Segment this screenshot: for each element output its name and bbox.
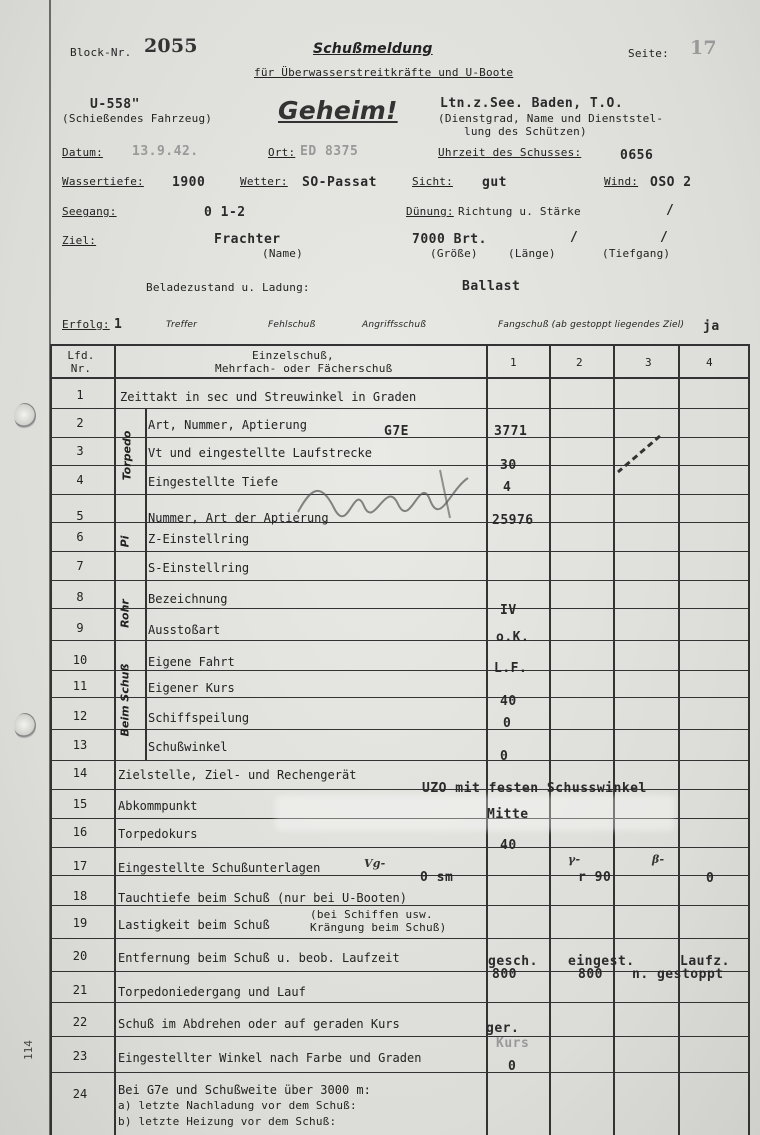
col-header-nr: Nr. bbox=[70, 362, 92, 375]
ziel-size-label: (Größe) bbox=[430, 247, 478, 260]
row-label: Zielstelle, Ziel- und Rechengerät bbox=[118, 768, 357, 782]
entry-r12-c1: 0 bbox=[503, 716, 512, 731]
form-title: Schußmeldung bbox=[313, 41, 433, 57]
stamp-smudge bbox=[275, 795, 675, 831]
entry-r2-c1: 3771 bbox=[494, 424, 528, 439]
datum-label: Datum: bbox=[62, 146, 103, 159]
entry-r18-c2: r 90 bbox=[578, 870, 612, 885]
row-label: Nummer, Art der Aptierung bbox=[148, 511, 329, 525]
row-label: Z-Einstellring bbox=[148, 532, 250, 546]
row-number: 15 bbox=[72, 797, 88, 811]
entry-r5-c1: 25976 bbox=[492, 513, 534, 528]
entry-r15-c1: Mitte bbox=[487, 807, 529, 822]
rank-label-1: (Dienstgrad, Name und Dienststel- bbox=[438, 112, 664, 125]
entry-r2-type: G7E bbox=[384, 424, 409, 439]
uhrzeit-value: 0656 bbox=[620, 148, 654, 163]
row-number: 17 bbox=[72, 859, 88, 873]
sicht-value: gut bbox=[482, 175, 507, 190]
row24-a: a) letzte Nachladung vor dem Schuß: bbox=[118, 1099, 357, 1112]
rank-label-2: lung des Schützen) bbox=[464, 125, 587, 138]
ort-label: Ort: bbox=[268, 146, 296, 159]
group-label-pi: Pi bbox=[118, 535, 132, 548]
wind-value: OSO 2 bbox=[650, 175, 692, 190]
entry-r10-c1: L.F. bbox=[494, 661, 528, 676]
row-label: Entfernung beim Schuß u. beob. Laufzeit bbox=[118, 951, 400, 965]
entry-r9-c1: o.K. bbox=[496, 630, 530, 645]
row-label: Eigener Kurs bbox=[148, 681, 235, 695]
entry-r20-c3: n. gestoppt bbox=[632, 967, 724, 982]
row-number: 20 bbox=[72, 949, 88, 963]
fangschuss-text: Fangschuß (ab gestoppt liegendes Ziel) bbox=[498, 320, 685, 330]
row-number: 2 bbox=[76, 416, 84, 430]
row-label: Eigene Fahrt bbox=[148, 655, 235, 669]
row-label: Eingestellte Schußunterlagen bbox=[118, 861, 321, 875]
row-number: 14 bbox=[72, 766, 88, 780]
row-number: 12 bbox=[72, 709, 88, 723]
fehlschuss-text: Fehlschuß bbox=[268, 320, 316, 330]
datum-value: 13.9.42. bbox=[132, 144, 199, 159]
row-label: Schußwinkel bbox=[148, 740, 228, 754]
duenung-value: / bbox=[666, 203, 675, 218]
row19-note-1: (bei Schiffen usw. bbox=[310, 908, 433, 921]
rank-value: Ltn.z.See. Baden, T.O. bbox=[440, 96, 624, 111]
row-label: Torpedokurs bbox=[118, 827, 198, 841]
angriffsschuss-text: Angriffsschuß bbox=[362, 320, 427, 330]
group-label-torpedo: Torpedo bbox=[120, 430, 134, 481]
row-label: Eingestellter Winkel nach Farbe und Graden bbox=[118, 1051, 422, 1065]
col-header-4: 4 bbox=[706, 356, 713, 369]
duenung-text: Richtung u. Stärke bbox=[458, 205, 581, 218]
row-number: 8 bbox=[76, 590, 84, 604]
treffer-text: Treffer bbox=[166, 320, 198, 330]
pen-stroke bbox=[610, 430, 670, 480]
entry-r17-beta: β- bbox=[652, 853, 665, 866]
entry-r16-c1: 40 bbox=[500, 838, 517, 853]
vessel-value: U-558" bbox=[90, 97, 140, 112]
entry-r11-c1: 40 bbox=[500, 694, 517, 709]
entry-r23-c1: 0 bbox=[508, 1059, 517, 1074]
entry-r13-c1: 0 bbox=[500, 749, 509, 764]
ziel-label: Ziel: bbox=[62, 234, 97, 247]
entry-r20-c3-head: Laufz. bbox=[680, 954, 730, 969]
ziel-name: Frachter bbox=[214, 232, 281, 247]
row19-note-2: Krängung beim Schuß) bbox=[310, 921, 447, 934]
col-header-2: 2 bbox=[576, 356, 583, 369]
entry-r18-c1: 0 sm bbox=[420, 870, 454, 885]
entry-r3-c1: 30 bbox=[500, 458, 517, 473]
row-number: 9 bbox=[76, 621, 84, 635]
row-number: 21 bbox=[72, 983, 88, 997]
classification-stamp: Geheim! bbox=[278, 96, 398, 125]
page-number: 17 bbox=[690, 37, 717, 59]
seegang-value: 0 1-2 bbox=[204, 205, 246, 220]
row-number: 24 bbox=[72, 1087, 88, 1101]
group-label-rohr: Rohr bbox=[118, 599, 132, 628]
wassertiefe-value: 1900 bbox=[172, 175, 206, 190]
erfolg-label: Erfolg: bbox=[62, 318, 110, 331]
entry-r20-c2: 800 bbox=[578, 967, 603, 982]
row-label: Lastigkeit beim Schuß bbox=[118, 918, 270, 932]
row-number: 4 bbox=[76, 473, 84, 487]
ziel-draft-value: / bbox=[660, 230, 669, 245]
row-number: 6 bbox=[76, 530, 84, 544]
col-header-title-1: Einzelschuß, bbox=[252, 349, 334, 362]
entry-r17-vg: Vg- bbox=[364, 857, 386, 870]
row-label: Tauchtiefe beim Schuß (nur bei U-Booten) bbox=[118, 891, 407, 905]
ort-value: ED 8375 bbox=[300, 144, 359, 159]
wetter-value: SO-Passat bbox=[302, 175, 377, 190]
entry-r20-c2-head: eingest. bbox=[568, 954, 635, 969]
duenung-label: Dünung: bbox=[406, 205, 454, 218]
entry-r22-c1-a: ger. bbox=[486, 1021, 520, 1036]
belade-label: Beladezustand u. Ladung: bbox=[146, 281, 310, 294]
seegang-label: Seegang: bbox=[62, 205, 117, 218]
sicht-label: Sicht: bbox=[412, 175, 453, 188]
row-number: 5 bbox=[76, 509, 84, 523]
row-number: 22 bbox=[72, 1015, 88, 1029]
ziel-length-value: / bbox=[570, 230, 579, 245]
col-header-3: 3 bbox=[645, 356, 652, 369]
punch-hole bbox=[14, 403, 36, 429]
entry-r17-gamma: γ- bbox=[568, 853, 581, 866]
vessel-label: (Schießendes Fahrzeug) bbox=[62, 112, 213, 125]
row-number: 11 bbox=[72, 679, 88, 693]
ziel-draft-label: (Tiefgang) bbox=[602, 247, 671, 260]
row-number: 19 bbox=[72, 916, 88, 930]
row24-b: b) letzte Heizung vor dem Schuß: bbox=[118, 1115, 337, 1128]
col-header-lfd: Lfd. bbox=[67, 349, 95, 362]
page-label: Seite: bbox=[628, 47, 669, 60]
ziel-length-label: (Länge) bbox=[508, 247, 556, 260]
entry-r22-c1-b: Kurs bbox=[496, 1036, 530, 1051]
fangschuss-value: ja bbox=[703, 319, 720, 334]
row-number: 16 bbox=[72, 825, 88, 839]
wassertiefe-label: Wassertiefe: bbox=[62, 175, 144, 188]
row-number: 18 bbox=[72, 889, 88, 903]
entry-r20-c1: 800 bbox=[492, 967, 517, 982]
row-label: Eingestellte Tiefe bbox=[148, 475, 279, 489]
entry-r8-c1: IV bbox=[500, 603, 517, 618]
punch-hole bbox=[14, 713, 36, 739]
wetter-label: Wetter: bbox=[240, 175, 288, 188]
row-number: 23 bbox=[72, 1049, 88, 1063]
row-label: Ausstoßart bbox=[148, 623, 221, 637]
row-label: Art, Nummer, Aptierung bbox=[148, 418, 307, 432]
ziel-size: 7000 Brt. bbox=[412, 232, 487, 247]
row-number: 1 bbox=[76, 388, 84, 402]
belade-value: Ballast bbox=[462, 279, 521, 294]
row-label: S-Einstellring bbox=[148, 561, 250, 575]
group-label-beim-schuss: Beim Schuß bbox=[118, 663, 132, 737]
row-number: 13 bbox=[72, 738, 88, 752]
row-label: Abkommpunkt bbox=[118, 799, 198, 813]
col-header-1: 1 bbox=[510, 356, 517, 369]
entry-r4-c1: 4 bbox=[503, 480, 512, 495]
entry-r14-text: UZO mit festen Schusswinkel bbox=[422, 781, 647, 796]
block-number: 2055 bbox=[144, 35, 198, 57]
col-header-title-2: Mehrfach- oder Fächerschuß bbox=[215, 362, 393, 375]
uhrzeit-label: Uhrzeit des Schusses: bbox=[438, 146, 582, 159]
erfolg-value: 1 bbox=[114, 317, 123, 332]
row-label: Torpedoniedergang und Lauf bbox=[118, 985, 306, 999]
entry-r20-c1-head: gesch. bbox=[488, 954, 538, 969]
wind-label: Wind: bbox=[604, 175, 639, 188]
row-label: Zeittakt in sec und Streuwinkel in Graden bbox=[120, 390, 417, 404]
row-label: Schiffspeilung bbox=[148, 711, 250, 725]
form-subtitle: für Überwasserstreitkräfte und U-Boote bbox=[254, 66, 514, 79]
margin-note-text: 114 bbox=[22, 1040, 35, 1060]
row-number: 7 bbox=[76, 559, 84, 573]
entry-r18-c4: 0 bbox=[706, 871, 715, 886]
row-label: Bezeichnung bbox=[148, 592, 228, 606]
ziel-name-label: (Name) bbox=[262, 247, 303, 260]
row-number: 3 bbox=[76, 444, 84, 458]
row-label: Bei G7e und Schußweite über 3000 m: bbox=[118, 1083, 371, 1097]
row-number: 10 bbox=[72, 653, 88, 667]
row-label: Vt und eingestellte Laufstrecke bbox=[148, 446, 372, 460]
margin-note bbox=[20, 1030, 40, 1070]
row-label: Schuß im Abdrehen oder auf geraden Kurs bbox=[118, 1017, 400, 1031]
signature-scribble bbox=[290, 460, 490, 530]
block-label: Block-Nr. bbox=[70, 46, 132, 59]
